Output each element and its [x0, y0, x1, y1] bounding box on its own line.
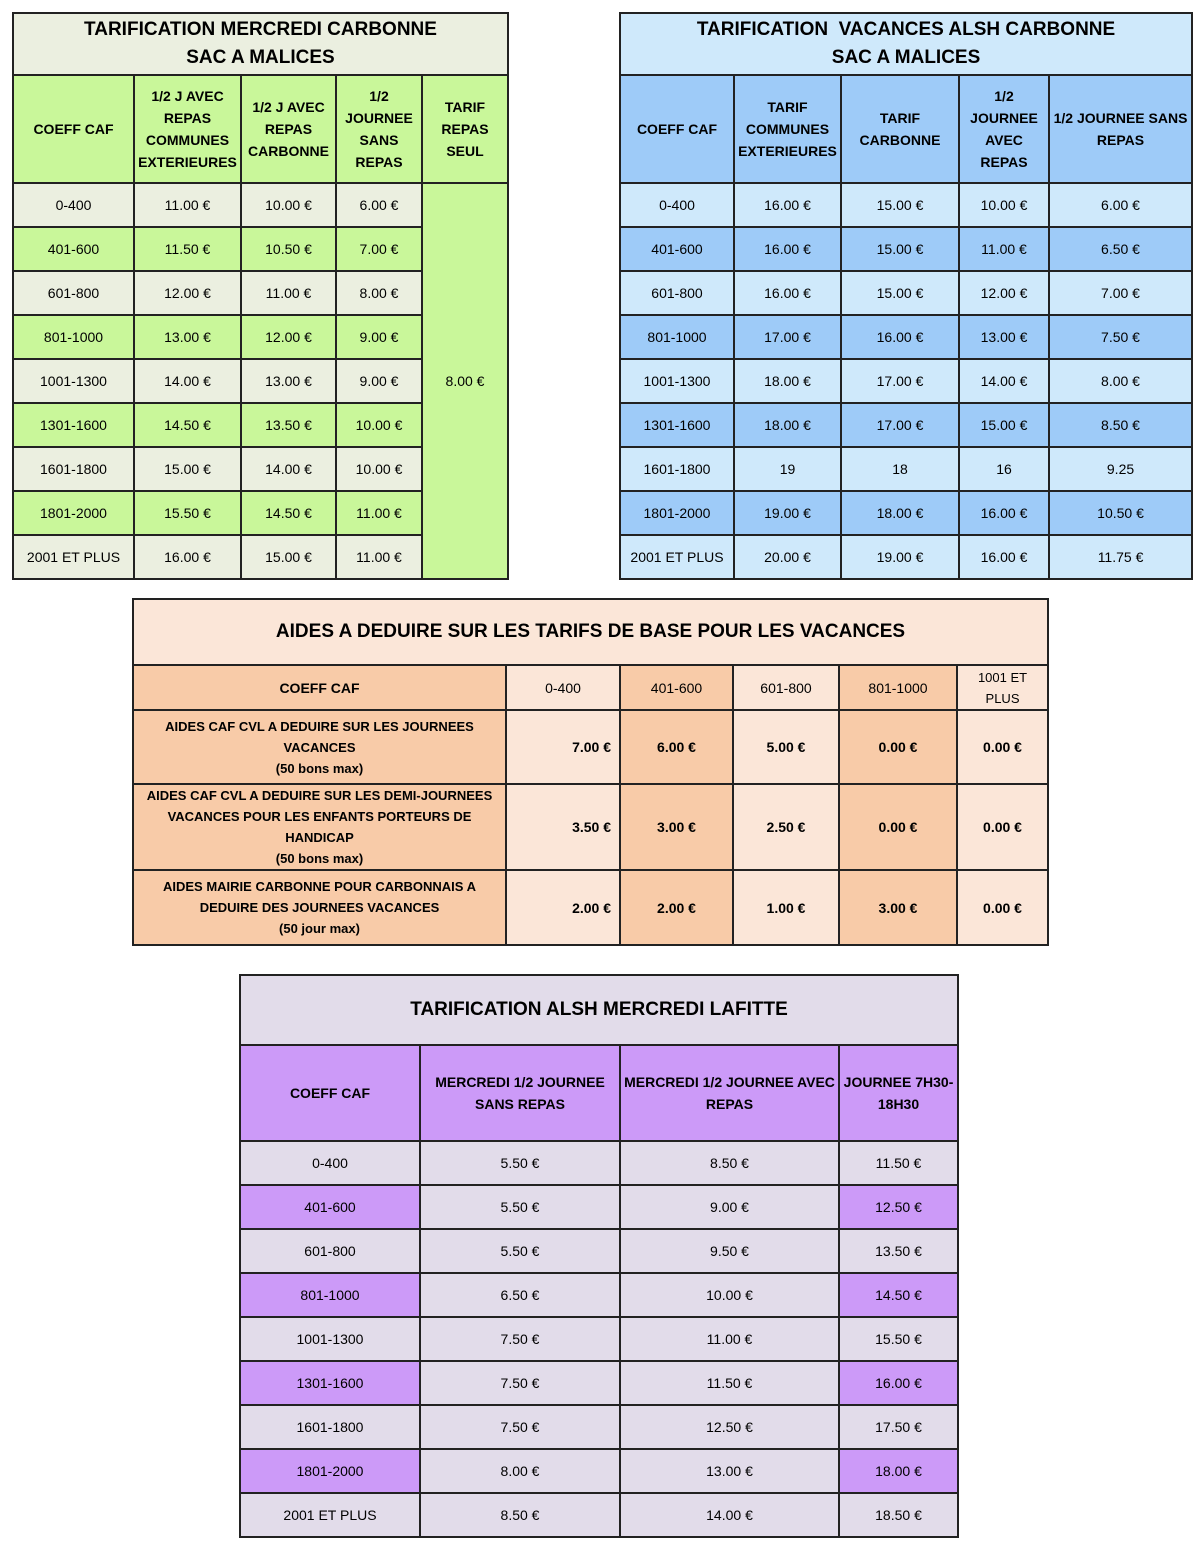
coeff-cell: 401-600 — [240, 1185, 420, 1229]
table-row — [240, 1361, 958, 1405]
value-cell: 6.50 € — [1049, 227, 1192, 271]
value-cell: 15.00 € — [841, 183, 959, 227]
value-cell: 11.00 € — [959, 227, 1049, 271]
value-cell: 10.00 € — [336, 447, 422, 491]
value-cell: 11.50 € — [134, 227, 241, 271]
coeff-cell: 2001 ET PLUS — [13, 535, 134, 579]
value-cell: 15.50 € — [134, 491, 241, 535]
value-cell: 2.00 € — [506, 870, 620, 945]
value-cell: 14.00 € — [620, 1493, 839, 1537]
value-cell: 18.50 € — [839, 1493, 958, 1537]
table-row — [240, 1185, 958, 1229]
header-col: 801-1000 — [839, 665, 957, 710]
value-cell: 8.00 € — [1049, 359, 1192, 403]
value-cell: 6.50 € — [420, 1273, 620, 1317]
header-col: MERCREDI 1/2 JOURNEE SANS REPAS — [420, 1045, 620, 1141]
header-col: 1/2 J AVEC REPAS CARBONNE — [241, 75, 336, 183]
table-row — [240, 1229, 958, 1273]
aides-table — [132, 598, 1049, 946]
header-col: 401-600 — [620, 665, 733, 710]
coeff-cell: 2001 ET PLUS — [620, 535, 734, 579]
value-cell: 16.00 € — [734, 271, 841, 315]
value-cell: 16.00 € — [959, 491, 1049, 535]
value-cell: 14.00 € — [959, 359, 1049, 403]
table-row — [240, 1317, 958, 1361]
table-title: AIDES A DEDUIRE SUR LES TARIFS DE BASE POUR LES VACANCES — [133, 599, 1048, 665]
header-coeff-caf: COEFF CAF — [620, 75, 734, 183]
table-row — [133, 870, 1048, 945]
coeff-cell: 1801-2000 — [240, 1449, 420, 1493]
value-cell: 15.00 € — [841, 227, 959, 271]
coeff-cell: 1601-1800 — [240, 1405, 420, 1449]
table-title: TARIFICATION VACANCES ALSH CARBONNE SAC A MALICES — [620, 13, 1192, 75]
value-cell: 18.00 € — [734, 403, 841, 447]
value-cell: 15.00 € — [134, 447, 241, 491]
value-cell: 9.25 — [1049, 447, 1192, 491]
value-cell: 13.00 € — [134, 315, 241, 359]
value-cell: 13.50 € — [241, 403, 336, 447]
coeff-cell: 1301-1600 — [13, 403, 134, 447]
value-cell: 10.00 € — [336, 403, 422, 447]
value-cell: 19.00 € — [841, 535, 959, 579]
value-cell: 14.00 € — [134, 359, 241, 403]
value-cell: 10.50 € — [241, 227, 336, 271]
table-row — [240, 1405, 958, 1449]
header-coeff-caf: COEFF CAF — [13, 75, 134, 183]
value-cell: 7.50 € — [420, 1405, 620, 1449]
value-cell: 16.00 € — [734, 183, 841, 227]
coeff-cell: 601-800 — [240, 1229, 420, 1273]
value-cell: 9.00 € — [620, 1185, 839, 1229]
value-cell: 5.00 € — [733, 710, 839, 784]
table-row — [620, 535, 1192, 579]
value-cell: 5.50 € — [420, 1185, 620, 1229]
aide-label: AIDES CAF CVL A DEDUIRE SUR LES DEMI-JOURNEES VACANCES POUR LES ENFANTS PORTEURS DE HANDICAP (50 bons max) — [133, 784, 506, 870]
value-cell: 16.00 € — [841, 315, 959, 359]
header-col: TARIF COMMUNES EXTERIEURES — [734, 75, 841, 183]
value-cell: 10.50 € — [1049, 491, 1192, 535]
value-cell: 12.00 € — [959, 271, 1049, 315]
table-row — [240, 1273, 958, 1317]
value-cell: 16.00 € — [839, 1361, 958, 1405]
coeff-cell: 2001 ET PLUS — [240, 1493, 420, 1537]
value-cell: 18.00 € — [839, 1449, 958, 1493]
coeff-cell: 1301-1600 — [620, 403, 734, 447]
value-cell: 8.50 € — [1049, 403, 1192, 447]
value-cell: 0.00 € — [839, 784, 957, 870]
coeff-cell: 601-800 — [620, 271, 734, 315]
value-cell: 3.50 € — [506, 784, 620, 870]
value-cell: 11.50 € — [620, 1361, 839, 1405]
coeff-cell: 401-600 — [13, 227, 134, 271]
mercredi-carbonne-table — [12, 12, 509, 580]
value-cell: 9.00 € — [336, 315, 422, 359]
value-cell: 17.00 € — [841, 359, 959, 403]
value-cell: 2.00 € — [620, 870, 733, 945]
header-col: 1/2 JOURNEE AVEC REPAS — [959, 75, 1049, 183]
value-cell: 12.50 € — [839, 1185, 958, 1229]
coeff-cell: 801-1000 — [13, 315, 134, 359]
coeff-cell: 401-600 — [620, 227, 734, 271]
header-col: JOURNEE 7H30-18H30 — [839, 1045, 958, 1141]
coeff-cell: 1001-1300 — [620, 359, 734, 403]
header-col: 1001 ET PLUS — [957, 665, 1048, 710]
header-col: 1/2 JOURNEE SANS REPAS — [336, 75, 422, 183]
value-cell: 19 — [734, 447, 841, 491]
table-title: TARIFICATION MERCREDI CARBONNE SAC A MALICES — [13, 13, 508, 75]
header-col: TARIF REPAS SEUL — [422, 75, 508, 183]
coeff-cell: 1601-1800 — [13, 447, 134, 491]
table-row — [620, 315, 1192, 359]
table-row — [13, 183, 508, 227]
coeff-cell: 1301-1600 — [240, 1361, 420, 1405]
value-cell: 16.00 € — [134, 535, 241, 579]
table-row — [240, 1449, 958, 1493]
coeff-cell: 601-800 — [13, 271, 134, 315]
vacances-carbonne-table — [619, 12, 1193, 580]
value-cell: 15.00 € — [841, 271, 959, 315]
value-cell: 11.00 € — [241, 271, 336, 315]
mercredi-lafitte-table — [239, 974, 959, 1538]
value-cell: 17.50 € — [839, 1405, 958, 1449]
value-cell: 9.50 € — [620, 1229, 839, 1273]
aide-label: AIDES CAF CVL A DEDUIRE SUR LES JOURNEES VACANCES (50 bons max) — [133, 710, 506, 784]
value-cell: 11.75 € — [1049, 535, 1192, 579]
value-cell: 12.50 € — [620, 1405, 839, 1449]
coeff-cell: 801-1000 — [240, 1273, 420, 1317]
value-cell: 7.00 € — [1049, 271, 1192, 315]
value-cell: 0.00 € — [839, 710, 957, 784]
value-cell: 14.00 € — [241, 447, 336, 491]
value-cell: 14.50 € — [134, 403, 241, 447]
value-cell: 6.00 € — [1049, 183, 1192, 227]
value-cell: 12.00 € — [134, 271, 241, 315]
table-row — [620, 359, 1192, 403]
table-row — [240, 1493, 958, 1537]
table-row — [620, 491, 1192, 535]
value-cell: 13.00 € — [959, 315, 1049, 359]
value-cell: 16 — [959, 447, 1049, 491]
table-row — [620, 403, 1192, 447]
value-cell: 18 — [841, 447, 959, 491]
value-cell: 10.00 € — [959, 183, 1049, 227]
coeff-cell: 0-400 — [13, 183, 134, 227]
value-cell: 13.50 € — [839, 1229, 958, 1273]
table-row — [240, 1141, 958, 1185]
value-cell: 5.50 € — [420, 1229, 620, 1273]
header-col: 1/2 JOURNEE SANS REPAS — [1049, 75, 1192, 183]
value-cell: 19.00 € — [734, 491, 841, 535]
value-cell: 11.00 € — [336, 491, 422, 535]
value-cell: 17.00 € — [734, 315, 841, 359]
value-cell: 9.00 € — [336, 359, 422, 403]
value-cell: 0.00 € — [957, 710, 1048, 784]
value-cell: 12.00 € — [241, 315, 336, 359]
value-cell: 16.00 € — [734, 227, 841, 271]
aide-label: AIDES MAIRIE CARBONNE POUR CARBONNAIS A DEDUIRE DES JOURNEES VACANCES (50 jour max) — [133, 870, 506, 945]
table-row — [620, 271, 1192, 315]
table-title: TARIFICATION ALSH MERCREDI LAFITTE — [240, 975, 958, 1045]
coeff-cell: 1801-2000 — [13, 491, 134, 535]
coeff-cell: 801-1000 — [620, 315, 734, 359]
table-row — [133, 784, 1048, 870]
value-cell: 0.00 € — [957, 784, 1048, 870]
value-cell: 6.00 € — [620, 710, 733, 784]
header-coeff-caf: COEFF CAF — [240, 1045, 420, 1141]
value-cell: 11.50 € — [839, 1141, 958, 1185]
coeff-cell: 1601-1800 — [620, 447, 734, 491]
value-cell: 11.00 € — [336, 535, 422, 579]
value-cell: 6.00 € — [336, 183, 422, 227]
value-cell: 10.00 € — [620, 1273, 839, 1317]
value-cell: 5.50 € — [420, 1141, 620, 1185]
value-cell: 2.50 € — [733, 784, 839, 870]
value-cell: 7.50 € — [1049, 315, 1192, 359]
value-cell: 18.00 € — [841, 491, 959, 535]
value-cell: 11.00 € — [620, 1317, 839, 1361]
value-cell: 8.00 € — [336, 271, 422, 315]
value-cell: 18.00 € — [734, 359, 841, 403]
value-cell: 13.00 € — [241, 359, 336, 403]
value-cell: 15.00 € — [241, 535, 336, 579]
value-cell: 17.00 € — [841, 403, 959, 447]
value-cell: 14.50 € — [839, 1273, 958, 1317]
value-cell: 15.50 € — [839, 1317, 958, 1361]
header-col: 0-400 — [506, 665, 620, 710]
value-cell: 16.00 € — [959, 535, 1049, 579]
coeff-cell: 1801-2000 — [620, 491, 734, 535]
coeff-cell: 1001-1300 — [13, 359, 134, 403]
value-cell: 20.00 € — [734, 535, 841, 579]
table-row — [133, 710, 1048, 784]
table-row — [620, 183, 1192, 227]
coeff-cell: 1001-1300 — [240, 1317, 420, 1361]
value-cell: 0.00 € — [957, 870, 1048, 945]
repas-seul-cell: 8.00 € — [422, 183, 508, 579]
value-cell: 7.50 € — [420, 1317, 620, 1361]
header-col: TARIF CARBONNE — [841, 75, 959, 183]
value-cell: 1.00 € — [733, 870, 839, 945]
header-col: 601-800 — [733, 665, 839, 710]
value-cell: 3.00 € — [839, 870, 957, 945]
value-cell: 7.00 € — [506, 710, 620, 784]
value-cell: 10.00 € — [241, 183, 336, 227]
value-cell: 7.00 € — [336, 227, 422, 271]
value-cell: 8.50 € — [620, 1141, 839, 1185]
value-cell: 8.50 € — [420, 1493, 620, 1537]
header-col: 1/2 J AVEC REPAS COMMUNES EXTERIEURES — [134, 75, 241, 183]
table-row — [620, 447, 1192, 491]
header-coeff-caf: COEFF CAF — [133, 665, 506, 710]
value-cell: 15.00 € — [959, 403, 1049, 447]
table-row — [620, 227, 1192, 271]
value-cell: 8.00 € — [420, 1449, 620, 1493]
value-cell: 14.50 € — [241, 491, 336, 535]
value-cell: 3.00 € — [620, 784, 733, 870]
coeff-cell: 0-400 — [240, 1141, 420, 1185]
value-cell: 7.50 € — [420, 1361, 620, 1405]
value-cell: 13.00 € — [620, 1449, 839, 1493]
header-col: MERCREDI 1/2 JOURNEE AVEC REPAS — [620, 1045, 839, 1141]
value-cell: 11.00 € — [134, 183, 241, 227]
coeff-cell: 0-400 — [620, 183, 734, 227]
